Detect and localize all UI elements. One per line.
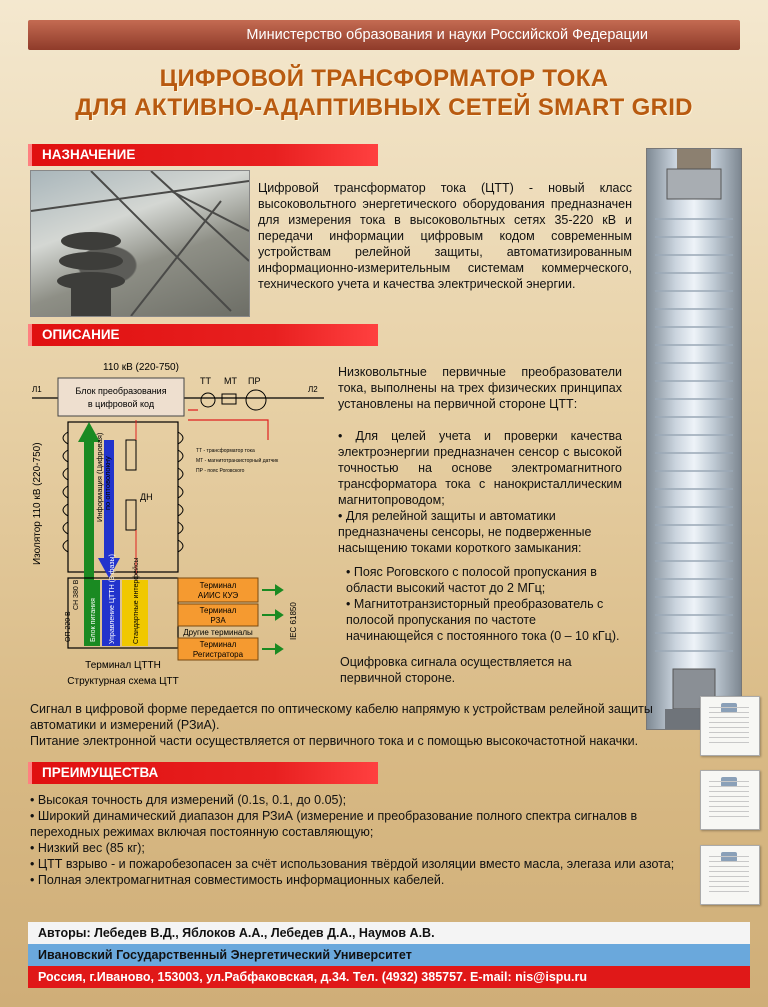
transformer-photo [30, 170, 250, 317]
diagram-l2: Л2 [308, 385, 318, 394]
advantage-item: • ЦТТ взрыво - и пожаробезопасен за счёт использования твёрдой изоляции вместо масла, элегаза или азота; [30, 857, 675, 871]
advantages-heading [28, 762, 378, 784]
terminal-2-line-1: Терминал [199, 606, 237, 615]
sn-label: СН 380 В [73, 579, 80, 610]
diagram-voltage: 110 кВ (220-750) [103, 362, 179, 373]
diagram-caption: Структурная схема ЦТТ [67, 676, 179, 687]
title-line-1: ЦИФРОВОЙ ТРАНСФОРМАТОР ТОКА [159, 65, 609, 92]
terminal-3-line-1: Терминал [199, 640, 237, 649]
optic-label: по оптоволокну [103, 456, 112, 510]
purpose-text: Цифровой трансформатор тока (ЦТТ) - новый класс высоковольтного энергетического оборудования предназначен для измерения тока в высоковольтных сетях 35-220 кВ и передачи информации цифровым кодом современным устройствам релейной защиты, автоматизированным информационно-измерительным системам коммерческого, технического учета и качества электрической энергии. [258, 181, 632, 291]
advantages-list [30, 792, 690, 888]
description-bullet-2a: • Пояс Роговского с полосой пропускания в области высокий частот до 2 МГц; [346, 565, 597, 595]
title-line-2: ДЛЯ АКТИВНО-АДАПТИВНЫХ СЕТЕЙ SMART GRID [75, 94, 693, 121]
op-label: ОП 220 В [65, 611, 72, 642]
legend-2: МТ - магнитотранзисторный датчик [196, 458, 279, 464]
description-intro: Низковольтные первичные преобразователи тока, выполнены на трех физических принципах установлены на первичной стороне ЦТТ: [338, 365, 622, 411]
label-dn: ДН [140, 492, 153, 502]
advantage-item: • Высокая точность для измерений (0.1s, 0.1, до 0.05); [30, 793, 347, 807]
signal-line-2: Питание электронной части осуществляется от первичного тока и с помощью высокочастотной накачки. [30, 734, 639, 748]
signal-paragraph [30, 701, 694, 749]
transformer-column-photo [646, 148, 742, 730]
certificate-1 [700, 696, 760, 756]
terminal-2-line-2: РЗА [210, 616, 226, 625]
page-title [0, 64, 768, 122]
description-footer: Оцифровка сигнала осуществляется на первичной стороне. [340, 655, 572, 685]
label-pr: ПР [248, 376, 261, 386]
description-bullet-2b: • Магнитотранзисторный преобразователь с полосой пропускания по частоте начинающейся с постоянного тока (0 – 10 кГц). [346, 597, 620, 643]
signal-line-1: Сигнал в цифровой форме передается по оптическому кабелю напрямую к устройствам релейной защиты автоматики и измерений (РЗиА). [30, 702, 653, 732]
control-label: Управление ЦТТН (3 фазы) [109, 554, 116, 644]
university-bar [28, 944, 750, 966]
address-bar [28, 966, 750, 988]
diagram-svg [28, 350, 328, 690]
description-bullet-2: • Для релейной защиты и автоматики предназначены сенсоры, не подверженные насыщению токами короткого замыкания: [338, 509, 592, 555]
certificate-2 [700, 770, 760, 830]
block-line-1: Блок преобразования [75, 386, 167, 396]
address-text: Россия, г.Иваново, 153003, ул.Рабфаковская, д.34. Тел. (4932) 385757. E-mail: nis@ispu.ru [38, 970, 588, 984]
power-label: Блок питания [90, 598, 97, 642]
info-label: Информация (Цифровая) [95, 432, 104, 522]
terminal-label: Терминал ЦТТН [85, 660, 161, 671]
ministry-text: Министерство образования и науки Российской Федерации [246, 27, 648, 43]
insulator-label: Изолятор 110 кВ (220-750) [32, 442, 43, 565]
advantage-item: • Широкий динамический диапазон для РЗиА (измерение и преобразование полного спектра сигналов в переходных режимах включая постоянную составляющую; [30, 809, 638, 839]
legend-1: ТТ - трансформатор тока [196, 448, 255, 454]
advantage-item: • Полная электромагнитная совместимость информационных кабелей. [30, 873, 445, 887]
iec-label: IEC 61850 [289, 602, 298, 640]
terminal-1-line-1: Терминал [199, 581, 237, 590]
university-text: Ивановский Государственный Энергетический Университет [38, 948, 412, 962]
structural-diagram [28, 350, 328, 690]
description-bullet-1: • Для целей учета и проверки качества электроэнергии предназначен сенсор с высокой точностью на основе электромагнитного трансформатора тока с нанокристаллическим магнитопроводом; [338, 429, 622, 507]
authors-bar [28, 922, 750, 944]
terminal-3-line-2: Регистратора [192, 650, 244, 659]
description-heading-text: ОПИСАНИЕ [42, 327, 120, 342]
purpose-heading [28, 144, 378, 166]
certificate-3 [700, 845, 760, 905]
std-label: Стандартные интерфейсы [133, 557, 140, 644]
pylon-lines-graphic [31, 171, 249, 316]
terminal-1-line-2: АИИС КУЭ [197, 591, 239, 600]
label-mt: МТ [224, 376, 237, 386]
description-heading [28, 324, 378, 346]
other-terminals: Другие терминалы [183, 628, 253, 637]
legend-3: ПР - пояс Роговского [196, 468, 245, 474]
advantages-heading-text: ПРЕИМУЩЕСТВА [42, 765, 159, 780]
ministry-banner [28, 20, 740, 50]
block-line-2: в цифровой код [87, 399, 155, 409]
insulator-graphic [647, 149, 741, 729]
advantage-item: • Низкий вес (85 кг); [30, 841, 145, 855]
purpose-heading-text: НАЗНАЧЕНИЕ [42, 147, 136, 162]
diagram-l1: Л1 [32, 385, 42, 394]
authors-text: Авторы: Лебедев В.Д., Яблоков А.А., Лебедев Д.А., Наумов А.В. [38, 926, 435, 940]
label-tt: ТТ [200, 376, 211, 386]
